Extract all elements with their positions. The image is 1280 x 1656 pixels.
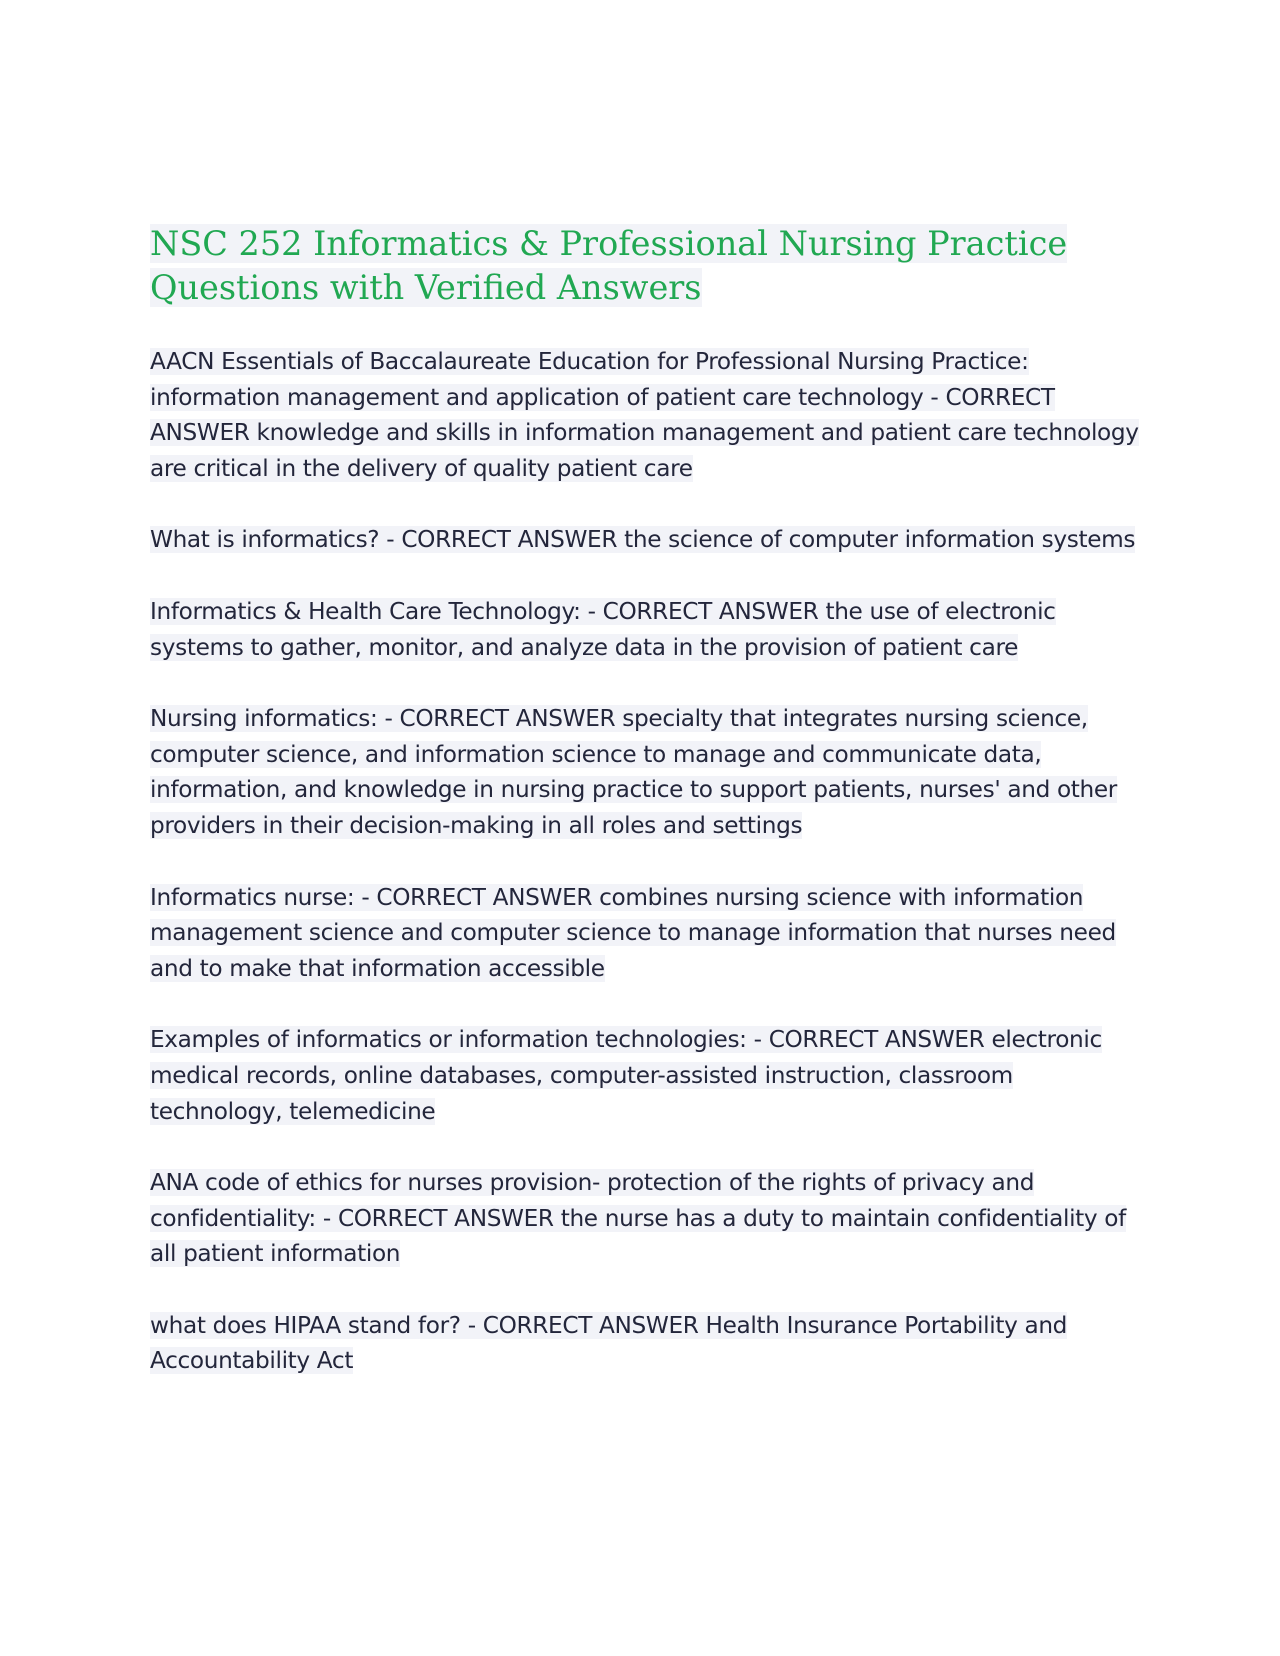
qa-entry-text: What is informatics? - CORRECT ANSWER the science of computer information systems xyxy=(150,526,1136,554)
qa-entry-text: Examples of informatics or information technologies: - CORRECT ANSWER electronic medical records, online databases, computer-assisted instruction, classroom technology, telemedicine xyxy=(150,1026,1102,1125)
qa-entry xyxy=(150,1308,1140,1379)
document-title-text: NSC 252 Informatics & Professional Nursing Practice Questions with Verified Answers xyxy=(150,224,1068,307)
document-title xyxy=(150,222,1140,310)
qa-entry-text: Nursing informatics: - CORRECT ANSWER specialty that integrates nursing science, computer science, and information science to manage and communicate data, information, and knowledge in nursing practice to support patients, nurses' and other providers in their decision-making in all roles and settings xyxy=(150,705,1117,839)
qa-entry xyxy=(150,344,1140,486)
qa-entry xyxy=(150,522,1140,558)
qa-entry-text: AACN Essentials of Baccalaureate Education for Professional Nursing Practice: information management and application of patient care technology - CORRECT ANSWER knowledge and skills in information management and patient care technology are critical in the delivery of quality patient care xyxy=(150,348,1139,482)
qa-entry xyxy=(150,701,1140,843)
qa-entry-text: Informatics & Health Care Technology: - CORRECT ANSWER the use of electronic systems to gather, monitor, and analyze data in the provision of patient care xyxy=(150,597,1056,661)
qa-entry-text: what does HIPAA stand for? - CORRECT ANSWER Health Insurance Portability and Accountability Act xyxy=(150,1311,1068,1375)
qa-entry-text: Informatics nurse: - CORRECT ANSWER combines nursing science with information management science and computer science to manage information that nurses need and to make that information accessible xyxy=(150,883,1116,982)
qa-entry xyxy=(150,594,1140,665)
qa-entry xyxy=(150,1022,1140,1129)
qa-entry xyxy=(150,1165,1140,1272)
qa-entry xyxy=(150,880,1140,987)
qa-entry-text: ANA code of ethics for nurses provision- protection of the rights of privacy and confidentiality: - CORRECT ANSWER the nurse has a duty to maintain confidentiality of all patient information xyxy=(150,1169,1126,1268)
document-body xyxy=(150,222,1140,1415)
